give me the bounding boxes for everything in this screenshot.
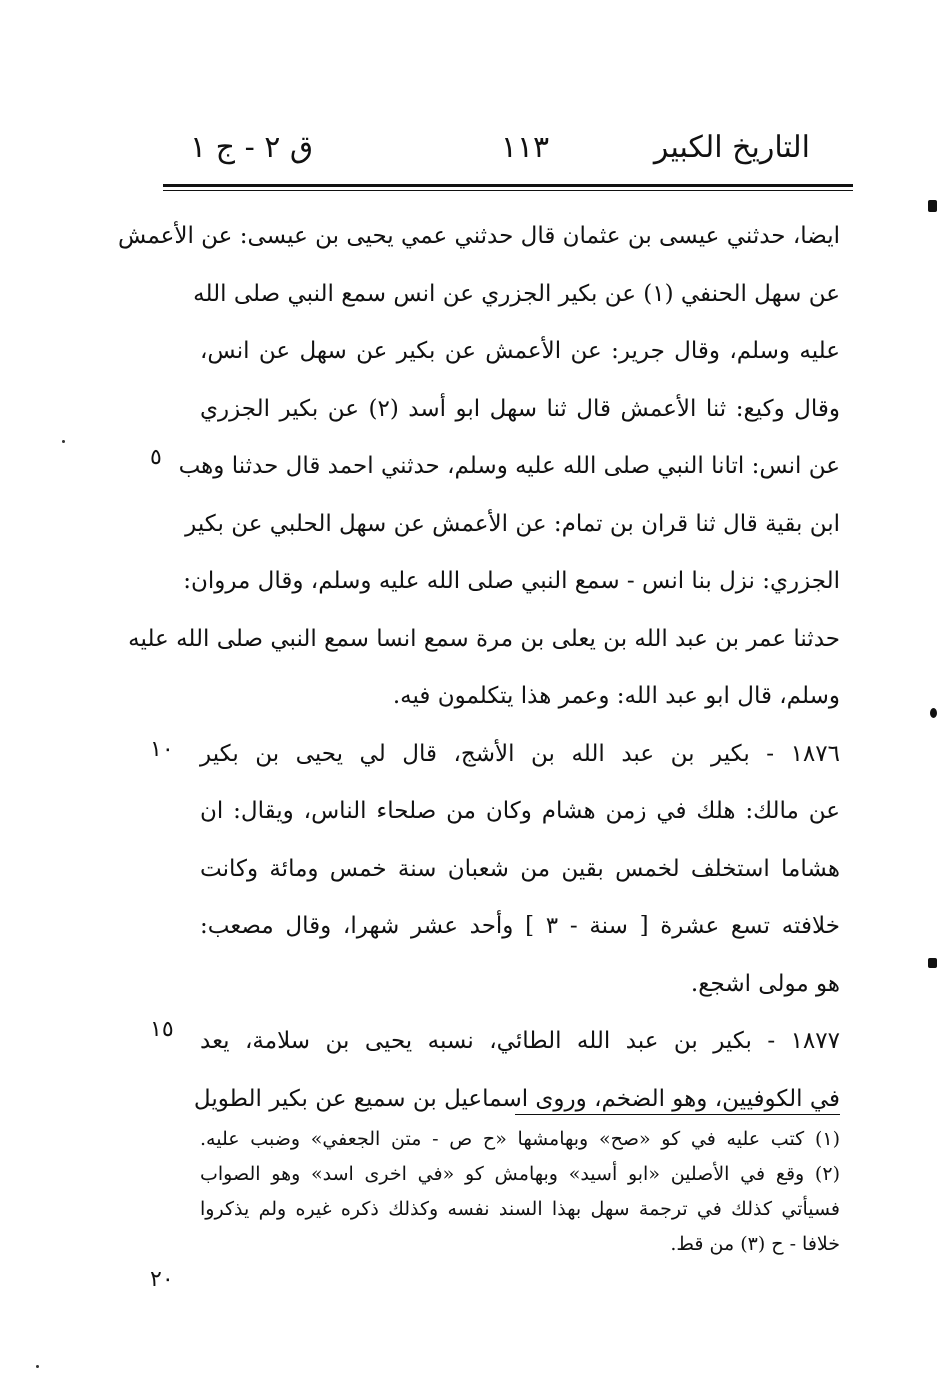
volume-part-label: ق ٢ - ج ١ <box>190 130 314 165</box>
entry-heading-1877: ١٨٧٧ - بكير بن عبد الله الطائي، نسبه يحيى بن سلامة، يعد <box>200 1028 840 1054</box>
page-number: ١١٣ <box>500 130 550 165</box>
speck <box>62 440 65 443</box>
footnote-line: (١) كتب عليه في كو «صح» وبهامشها «ح ص - متن الجعفي» وضبب عليه. <box>200 1128 840 1150</box>
text-line: ايضا، حدثني عيسى بن عثمان قال حدثني عمي يحيى بن عيسى: عن الأعمش <box>118 223 840 249</box>
margin-mark <box>928 200 937 212</box>
footnote-line: خلافا - ح (٣) من قط. <box>670 1233 840 1255</box>
text-line: وقال وكيع: ثنا الأعمش قال ثنا سهل ابو أسد (٢) عن بكير الجزري <box>200 395 840 422</box>
running-title: التاريخ الكبير <box>653 130 810 165</box>
footnote-line: فسيأتي كذلك في ترجمة سهل بهذا السند نفسه وكذلك ذكره غيره ولم يذكروا <box>200 1198 840 1220</box>
margin-mark <box>928 958 937 968</box>
text-line: عن انس: اتانا النبي صلى الله عليه وسلم، حدثني احمد قال حدثنا وهب <box>178 453 840 479</box>
entry-heading-1876: ١٨٧٦ - بكير بن عبد الله بن الأشج، قال لي يحيى بن بكير <box>200 740 840 767</box>
text-line: عن سهل الحنفي (١) عن بكير الجزري عن انس سمع النبي صلى الله <box>193 280 840 307</box>
text-line: خلافته تسع عشرة [ سنة - ٣ ] وأحد عشر شهرا، وقال مصعب: <box>200 913 840 939</box>
speck <box>36 1365 39 1368</box>
header-rule-thin <box>163 190 853 191</box>
line-number-5: ٥ <box>150 445 162 470</box>
text-line: الجزري: نزل بنا انس - سمع النبي صلى الله عليه وسلم، وقال مروان: <box>183 568 840 594</box>
text-line: هشاما استخلف لخمس بقين من شعبان سنة خمس ومائة وكانت <box>200 855 840 882</box>
header-rule-thick <box>163 184 853 187</box>
text-line: هو مولى اشجع. <box>690 970 840 997</box>
text-line: وسلم، قال ابو عبد الله: وعمر هذا يتكلمون فيه. <box>392 683 840 709</box>
text-line: عن مالك: هلك في زمن هشام وكان من صلحاء الناس، ويقال: ان <box>200 798 840 824</box>
line-number-20: ٢٠ <box>150 1267 174 1292</box>
text-line: حدثنا عمر بن عبد الله بن يعلى بن مرة سمع انسا سمع النبي صلى الله عليه <box>128 625 840 652</box>
margin-mark <box>930 708 937 718</box>
line-number-10: ١٠ <box>150 737 174 762</box>
text-line: ابن بقية قال ثنا قران بن تمام: عن الأعمش عن سهل الحلبي عن بكير <box>185 510 840 537</box>
text-line: في الكوفيين، وهو الضخم، وروى اسماعيل بن سميع عن بكير الطويل <box>193 1085 840 1112</box>
text-line: عليه وسلم، وقال جرير: عن الأعمش عن بكير عن سهل عن انس، <box>200 338 840 364</box>
line-number-15: ١٥ <box>150 1017 174 1042</box>
footnote-separator <box>515 1114 840 1115</box>
footnote-line: (٢) وقع في الأصلين «ابو أسيد» وبهامش كو «في اخرى اسد» وهو الصواب <box>200 1163 840 1185</box>
footnotes <box>200 1122 840 1262</box>
